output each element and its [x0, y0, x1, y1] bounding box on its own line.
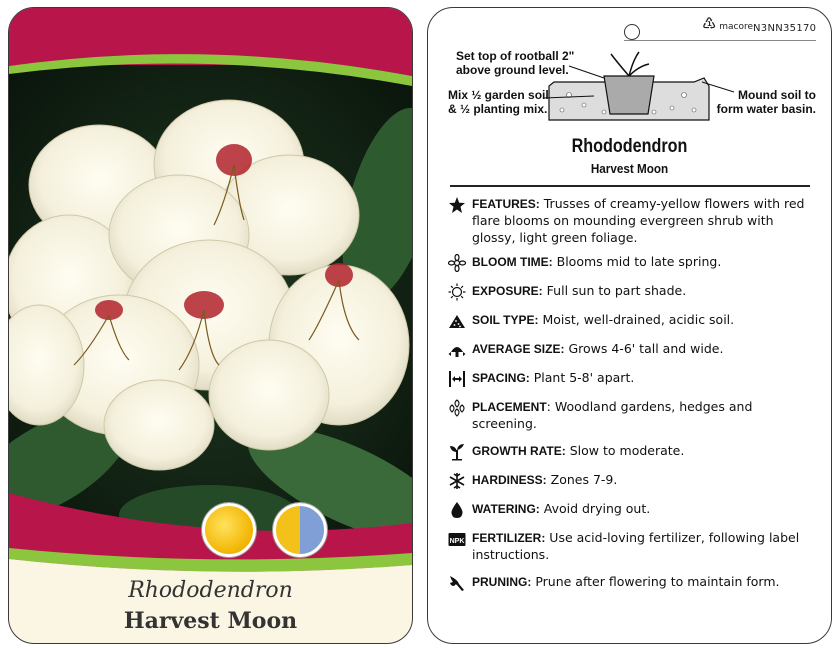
attr-label: EXPOSURE:: [472, 284, 543, 298]
attr-value: Full sun to part shade.: [542, 283, 687, 298]
attr-label: GROWTH RATE:: [472, 444, 566, 458]
recycle-brand: macore: [719, 22, 753, 32]
sun-exposure-icon: [448, 283, 466, 301]
full-sun-icon: [202, 503, 256, 557]
diagram-top-note: Set top of rootball 2" above ground level.: [456, 49, 575, 77]
svg-text:NPK: NPK: [449, 538, 465, 545]
attr-label: PLACEMENT: [472, 400, 547, 414]
diagram-mound-note: Mound soil to form water basin.: [716, 88, 816, 116]
attr-value: Slow to moderate.: [565, 443, 685, 458]
attr-label: HARDINESS:: [472, 473, 547, 487]
attr-label: FEATURES:: [472, 197, 540, 211]
front-variety-name: Harvest Moon: [123, 608, 298, 634]
back-subtitle: Harvest Moon: [590, 161, 669, 176]
hang-hole: [624, 24, 640, 40]
pruners-icon: [448, 574, 466, 592]
attr-placement: [448, 399, 818, 433]
attr-label: SPACING:: [472, 371, 530, 385]
front-tag: [8, 7, 413, 644]
part-shade-icon: [273, 503, 327, 557]
shrubs-placement-icon: [448, 399, 466, 417]
plant-photo: [9, 65, 412, 533]
attr-value: Avoid drying out.: [539, 501, 651, 516]
planting-diagram: [444, 40, 816, 122]
back-title: Rhododendron: [571, 136, 688, 157]
front-common-name: Rhododendron: [128, 578, 293, 603]
attr-value: Trusses of creamy-yellow flowers with red flare blooms on mounding evergreen shrub with glossy, light green foliage.: [472, 196, 805, 245]
top-swoosh: [9, 8, 412, 88]
spacing-arrows-icon: [448, 370, 466, 388]
attr-value: Zones 7-9.: [546, 472, 618, 487]
attr-fertilizer: [448, 530, 818, 564]
attr-label: PRUNING:: [472, 575, 532, 589]
divider: [450, 185, 810, 187]
recycle-mark: [702, 14, 753, 33]
attr-value: Prune after flowering to maintain form.: [531, 574, 780, 589]
water-drop-icon: [448, 501, 466, 519]
shrub-size-icon: [448, 341, 466, 359]
sku-code: N3NN35170: [753, 23, 817, 34]
diagram-mix-note: Mix ½ garden soil & ½ planting mix.: [448, 88, 549, 116]
attr-value: Grows 4-6' tall and wide.: [564, 341, 724, 356]
attr-value: Plant 5-8' apart.: [529, 370, 635, 385]
attr-label: SOIL TYPE:: [472, 313, 539, 327]
attr-features: [448, 196, 818, 246]
snowflake-icon: [448, 472, 466, 490]
attr-value: Blooms mid to late spring.: [552, 254, 722, 269]
attr-label: WATERING:: [472, 502, 540, 516]
attr-value: Moist, well-drained, acidic soil.: [538, 312, 735, 327]
attr-label: AVERAGE SIZE:: [472, 342, 565, 356]
recycle-icon: ♳: [702, 14, 717, 33]
soil-pile-icon: [448, 312, 466, 330]
attr-value: Use acid-loving fertilizer, following label instructions.: [472, 530, 800, 562]
attr-label: BLOOM TIME:: [472, 255, 553, 269]
back-title-block: [428, 136, 831, 176]
sprout-growth-icon: [448, 443, 466, 461]
npk-bag-icon: [448, 530, 466, 548]
attr-value: : Woodland gardens, hedges and screening.: [472, 399, 753, 431]
back-tag: [427, 7, 832, 644]
bloom-flower-icon: [448, 254, 466, 272]
star-icon: [448, 196, 466, 214]
attr-label: FERTILIZER:: [472, 531, 546, 545]
